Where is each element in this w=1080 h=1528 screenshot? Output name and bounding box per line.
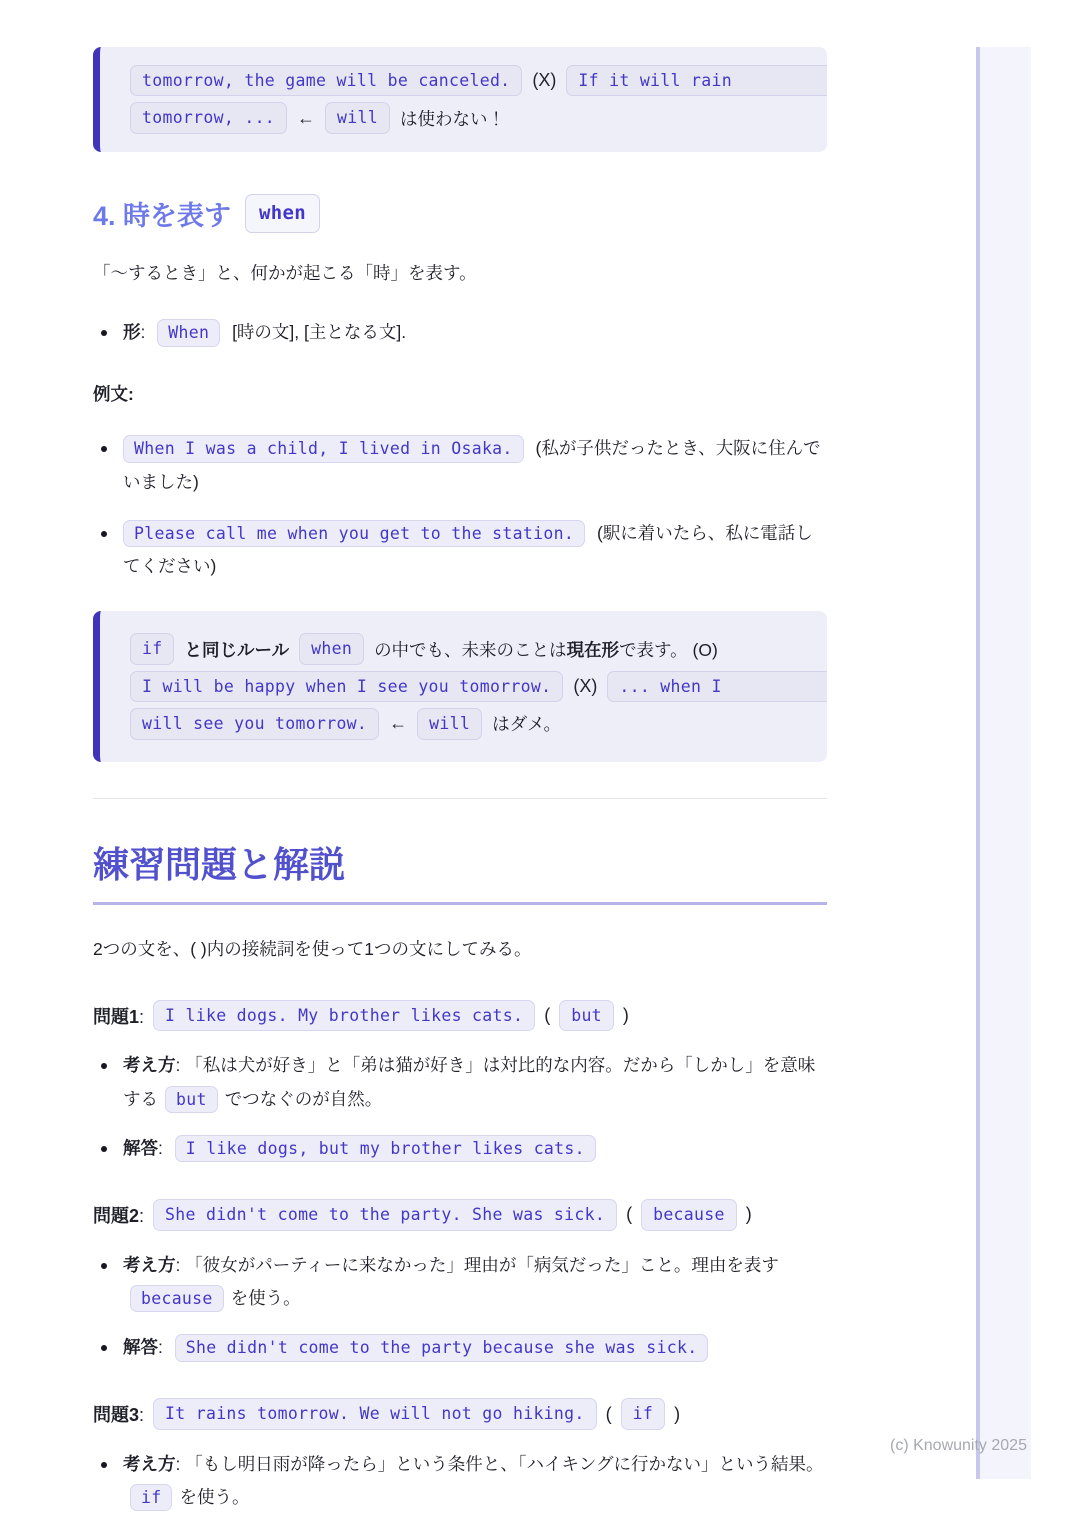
rule-bold-text: と同じルール [184, 639, 290, 660]
code-chip: If it will rain [566, 65, 827, 96]
practice-intro: 2つの文を、( )内の接続詞を使って1つの文にしてみる。 [93, 938, 532, 959]
problem-1-details [93, 1049, 827, 1165]
example-sentence-chip: When I was a child, I lived in Osaka. [123, 435, 524, 462]
left-arrow-icon: ← [389, 713, 408, 734]
rule-bold-text: 現在形 [566, 639, 620, 660]
example-sentence-chip: Please call me when you get to the station. [123, 520, 585, 547]
answer-sentence-chip: I like dogs, but my brother likes cats. [175, 1135, 596, 1162]
form-item [93, 316, 827, 349]
colon: : [139, 1205, 145, 1226]
problem-label [93, 1202, 144, 1228]
examples-list [93, 432, 827, 583]
conjunction-chip: because [641, 1199, 737, 1230]
callout-line [130, 633, 813, 664]
section-heading-text: 4. 時を表す [93, 200, 232, 231]
code-chip: will [325, 102, 390, 133]
colon: : [175, 1055, 181, 1076]
form-pattern: [時の文], [主となる文]. [232, 322, 407, 343]
paren-close: ) [745, 1204, 752, 1225]
problem-3-row [93, 1398, 827, 1429]
colon: : [140, 322, 146, 343]
left-arrow-icon: ← [297, 107, 316, 128]
answer-sentence-chip: She didn't come to the party because she was sick. [175, 1334, 709, 1361]
code-chip: will see you tomorrow. [130, 708, 379, 739]
code-chip-when: when [245, 194, 320, 233]
callout-text: はダメ。 [492, 714, 562, 735]
code-chip: tomorrow, the game will be canceled. [130, 65, 522, 96]
thinking-item [93, 1049, 827, 1116]
answer-label: 解答 [123, 1137, 158, 1158]
problem-2-details [93, 1249, 827, 1365]
rule-text [374, 637, 718, 662]
problem-number: 問題3 [93, 1405, 140, 1426]
example-translation: (私が子供だったとき、大阪に住んでいました) [123, 438, 821, 492]
callout-line [130, 102, 813, 133]
callout-when-rule [93, 611, 827, 761]
answer-label: 解答 [123, 1337, 158, 1358]
colon: : [175, 1453, 181, 1474]
note-content [93, 0, 827, 1514]
paren-open: ( [544, 1005, 551, 1026]
thinking-label: 考え方 [123, 1055, 176, 1076]
examples-label: 例文: [93, 384, 134, 405]
paren-open: ( [626, 1204, 633, 1225]
callout-line [130, 65, 813, 96]
section-heading-when [93, 194, 827, 233]
colon: : [139, 1006, 145, 1027]
code-chip-if: if [130, 633, 174, 664]
scrollbar[interactable] [976, 47, 1031, 1479]
thinking-text: を使う。 [230, 1287, 301, 1308]
problem-number: 問題2 [93, 1205, 140, 1226]
section-intro: 「〜するとき」と、何かが起こる「時」を表す。 [93, 262, 477, 283]
callout-line [130, 708, 813, 739]
problem-label [93, 1003, 144, 1029]
example-item [93, 432, 827, 499]
problem-number: 問題1 [93, 1006, 140, 1027]
problem-sentence-chip: I like dogs. My brother likes cats. [153, 1000, 535, 1031]
colon: : [175, 1254, 181, 1275]
paren-close: ) [622, 1005, 629, 1026]
conjunction-chip: if [621, 1398, 665, 1429]
thinking-text: 「もし明日雨が降ったら」という条件と、「ハイキングに行かない」という結果。 [185, 1453, 824, 1474]
example-translation: (駅に着いたら、私に電話してください) [123, 522, 813, 577]
code-chip-will: will [417, 708, 482, 739]
answer-item [93, 1331, 827, 1364]
thinking-text: 「私は犬が好き」と「弟は猫が好き」は対比的な内容。だから「しかし」を意味する [123, 1055, 816, 1109]
callout-if-will-rule [93, 47, 827, 152]
form-list [93, 316, 827, 349]
problem-sentence-chip: It rains tomorrow. We will not go hiking. [153, 1398, 597, 1429]
thinking-text: を使う。 [179, 1487, 250, 1507]
colon: : [158, 1137, 163, 1158]
code-chip-when: when [299, 633, 364, 664]
problem-sentence-chip: She didn't come to the party. She was sick. [153, 1199, 617, 1230]
thinking-label: 考え方 [123, 1453, 176, 1474]
conjunction-chip: but [559, 1000, 614, 1031]
thinking-label: 考え方 [123, 1254, 176, 1275]
paren-open: ( [605, 1403, 612, 1424]
conjunction-chip: if [130, 1484, 172, 1511]
thinking-item [93, 1448, 827, 1515]
rule-text-part: の中でも、未来のことは [374, 639, 567, 660]
watermark: (c) Knowunity 2025 [890, 1437, 1027, 1454]
paren-close: ) [674, 1403, 681, 1424]
callout-text: は使わない！ [399, 108, 505, 129]
problem-1-row [93, 1000, 827, 1031]
wrong-marker: (X) [532, 70, 557, 91]
conjunction-chip: because [130, 1285, 224, 1312]
form-label: 形 [123, 322, 141, 343]
section-divider [93, 798, 827, 799]
thinking-item [93, 1249, 827, 1316]
code-chip: tomorrow, ... [130, 102, 287, 133]
code-chip-when-cap: When [157, 319, 220, 346]
practice-heading: 練習問題と解説 [93, 837, 827, 905]
wrong-marker: (X) [573, 676, 598, 697]
example-item [93, 517, 827, 584]
colon: : [158, 1337, 163, 1358]
colon: : [139, 1405, 145, 1426]
answer-item [93, 1132, 827, 1165]
conjunction-chip: but [165, 1086, 218, 1113]
problem-3-details [93, 1448, 827, 1515]
problem-2-row [93, 1199, 827, 1230]
rule-text-part: で表す。 (O) [619, 639, 718, 660]
thinking-text: でつなぐのが自然。 [224, 1088, 383, 1109]
callout-line [130, 671, 813, 702]
problem-label [93, 1401, 144, 1427]
thinking-text: 「彼女がパーティーに来なかった」理由が「病気だった」こと。理由を表す [185, 1254, 779, 1275]
code-chip: ... when I [607, 671, 827, 702]
code-chip: I will be happy when I see you tomorrow. [130, 671, 563, 702]
